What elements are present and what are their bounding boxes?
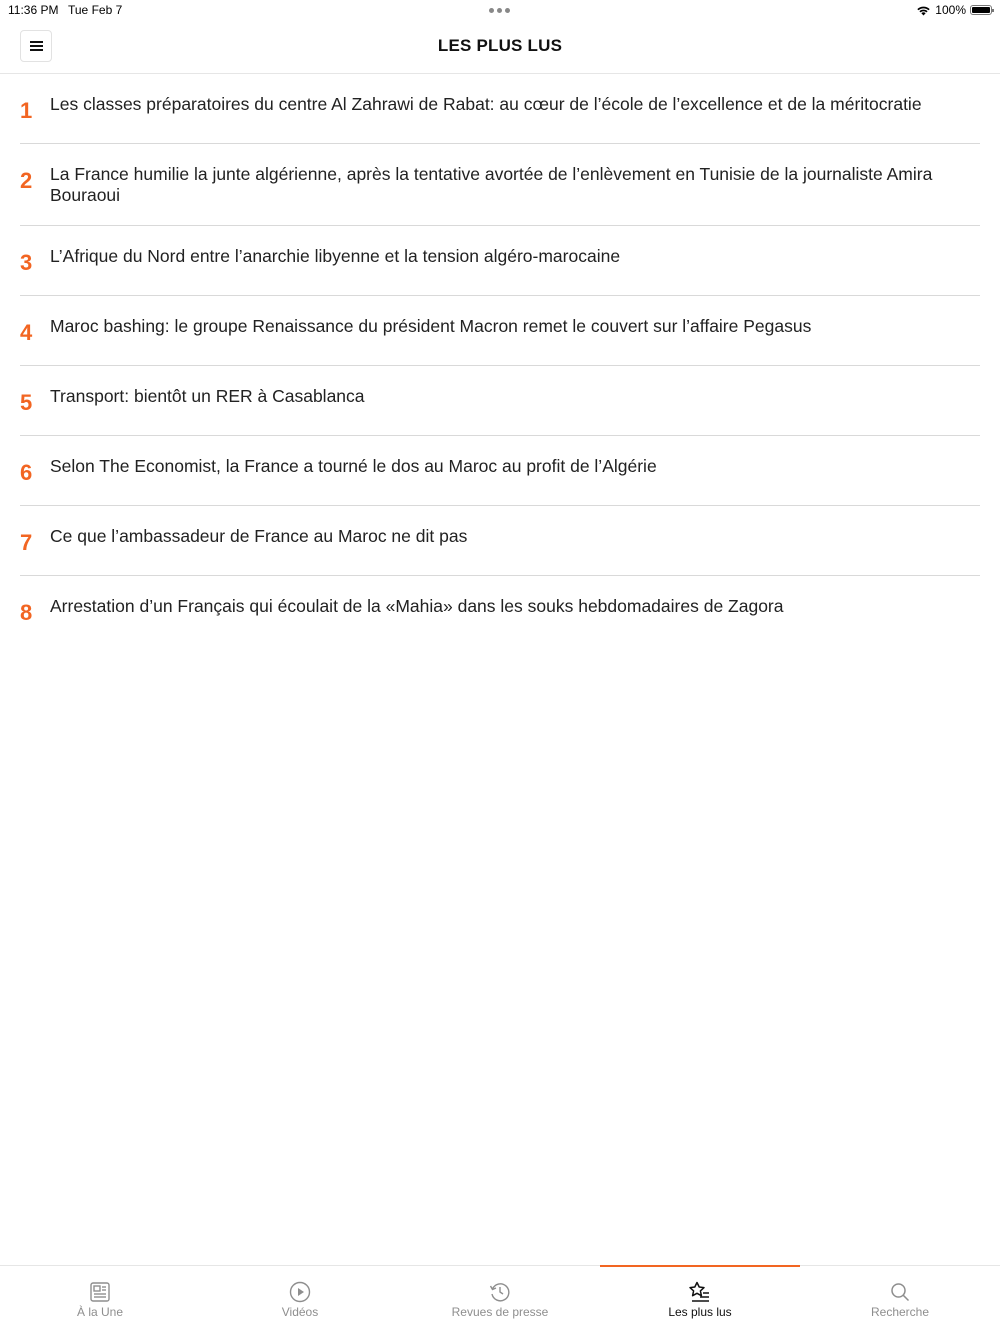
battery-percent: 100%	[935, 3, 966, 17]
article-title[interactable]: Transport: bientôt un RER à Casablanca	[50, 386, 365, 406]
article-item[interactable]	[20, 144, 980, 226]
article-rank: 5	[20, 390, 33, 415]
article-list	[20, 74, 980, 646]
article-rank: 7	[20, 530, 33, 555]
star-list-icon	[688, 1280, 712, 1304]
play-circle-icon	[288, 1280, 312, 1304]
tab-bar	[0, 1265, 1000, 1335]
status-date: Tue Feb 7	[68, 3, 123, 17]
battery-icon	[970, 5, 992, 15]
tab-revues-de-presse[interactable]	[400, 1266, 600, 1335]
tab-label: À la Une	[76, 1305, 124, 1319]
article-title[interactable]: La France humilie la junte algérienne, après la tentative avortée de l’enlèvement en Tunisie de la journaliste Amira Bouraoui	[50, 164, 933, 205]
multitasking-dots-icon[interactable]	[489, 8, 510, 13]
article-item[interactable]	[20, 296, 980, 366]
status-right	[916, 3, 992, 17]
article-item[interactable]	[20, 74, 980, 144]
tab-videos[interactable]	[200, 1266, 400, 1335]
article-title[interactable]: Selon The Economist, la France a tourné le dos au Maroc au profit de l’Algérie	[50, 456, 657, 476]
article-rank: 6	[20, 460, 33, 485]
search-icon	[888, 1280, 912, 1304]
article-rank: 8	[20, 600, 33, 625]
article-item[interactable]	[20, 506, 980, 576]
newspaper-icon	[88, 1280, 112, 1304]
article-title[interactable]: Arrestation d’un Français qui écoulait de la «Mahia» dans les souks hebdomadaires de Zagora	[50, 596, 784, 616]
wifi-icon	[916, 5, 931, 16]
tab-les-plus-lus[interactable]	[600, 1266, 800, 1335]
article-title[interactable]: Ce que l’ambassadeur de France au Maroc ne dit pas	[50, 526, 468, 546]
page-title: LES PLUS LUS	[437, 36, 563, 55]
article-rank: 4	[20, 320, 33, 345]
tab-recherche[interactable]	[800, 1266, 1000, 1335]
article-title[interactable]: Les classes préparatoires du centre Al Zahrawi de Rabat: au cœur de l’école de l’excellence et de la méritocratie	[50, 94, 922, 114]
tab-label: Les plus lus	[668, 1305, 732, 1319]
article-rank: 2	[20, 168, 33, 193]
tab-a-la-une[interactable]	[0, 1266, 200, 1335]
status-time: 11:36 PM	[8, 3, 59, 17]
history-clock-icon	[488, 1280, 512, 1304]
article-item[interactable]	[20, 366, 980, 436]
tab-label: Revues de presse	[451, 1305, 549, 1319]
article-title[interactable]: Maroc bashing: le groupe Renaissance du président Macron remet le couvert sur l’affaire Pegasus	[50, 316, 812, 336]
article-item[interactable]	[20, 226, 980, 296]
article-item[interactable]	[20, 576, 980, 646]
status-bar	[0, 0, 1000, 20]
article-item[interactable]	[20, 436, 980, 506]
tab-label: Vidéos	[281, 1305, 319, 1319]
article-rank: 3	[20, 250, 33, 275]
article-title[interactable]: L’Afrique du Nord entre l’anarchie libyenne et la tension algéro-marocaine	[50, 246, 621, 266]
tab-label: Recherche	[870, 1305, 930, 1319]
nav-bar	[0, 20, 1000, 74]
article-rank: 1	[20, 98, 33, 123]
